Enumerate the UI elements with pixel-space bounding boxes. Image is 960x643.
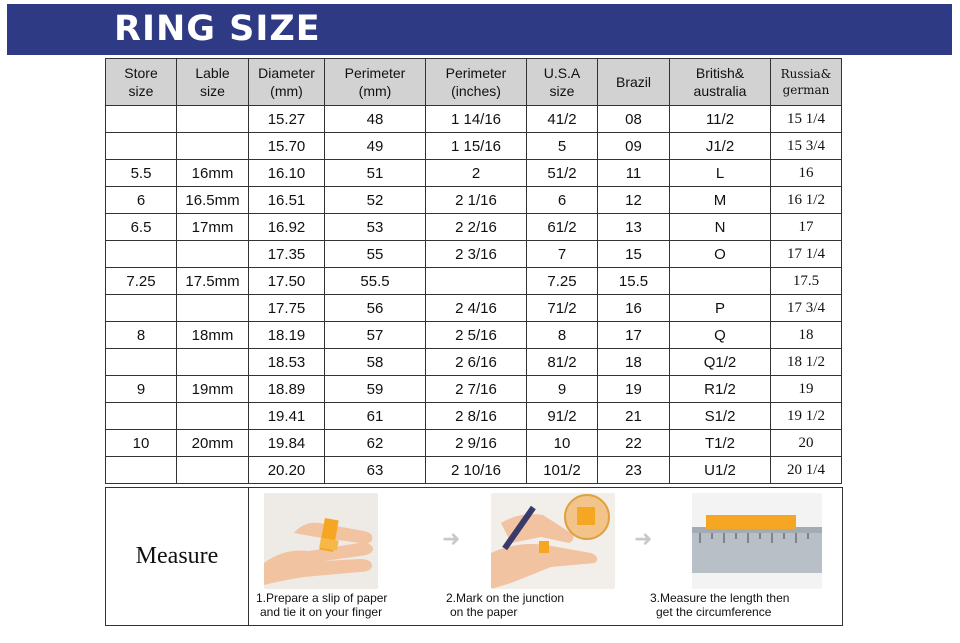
- table-cell: 56: [325, 295, 426, 322]
- table-cell: 08: [598, 106, 670, 133]
- table-cell: P: [670, 295, 771, 322]
- table-cell: 11/2: [670, 106, 771, 133]
- table-cell: 58: [325, 349, 426, 376]
- table-cell: 17.50: [249, 268, 325, 295]
- table-cell: 2 3/16: [426, 241, 527, 268]
- table-cell: 17.5: [771, 268, 842, 295]
- next-arrow-icon: ➜: [442, 526, 461, 551]
- table-cell: 16 1/2: [771, 187, 842, 214]
- next-arrow-icon: ➜: [634, 526, 653, 551]
- table-cell: 16.92: [249, 214, 325, 241]
- table-cell: 6.5: [106, 214, 177, 241]
- table-cell: M: [670, 187, 771, 214]
- column-header: Russia& german: [771, 59, 842, 106]
- table-cell: 7.25: [527, 268, 598, 295]
- table-cell: 18.19: [249, 322, 325, 349]
- table-cell: O: [670, 241, 771, 268]
- table-cell: 5: [527, 133, 598, 160]
- table-body: [106, 106, 842, 484]
- table-cell: [177, 241, 249, 268]
- table-row: [106, 295, 842, 322]
- table-cell: 18: [771, 322, 842, 349]
- table-cell: [177, 349, 249, 376]
- marking-pen-illustration: [491, 493, 615, 589]
- table-cell: 20.20: [249, 457, 325, 484]
- table-cell: 81/2: [527, 349, 598, 376]
- column-header: Store size: [106, 59, 177, 106]
- table-cell: 23: [598, 457, 670, 484]
- column-header: Perimeter (mm): [325, 59, 426, 106]
- table-cell: 20mm: [177, 430, 249, 457]
- table-cell: 1 14/16: [426, 106, 527, 133]
- table-cell: 7: [527, 241, 598, 268]
- table-cell: 91/2: [527, 403, 598, 430]
- table-cell: [106, 295, 177, 322]
- column-header: British& australia: [670, 59, 771, 106]
- ruler-illustration: [692, 493, 822, 589]
- table-cell: 9: [527, 376, 598, 403]
- table-cell: N: [670, 214, 771, 241]
- table-cell: 10: [106, 430, 177, 457]
- table-cell: [106, 349, 177, 376]
- table-cell: 16.5mm: [177, 187, 249, 214]
- table-cell: 16: [598, 295, 670, 322]
- table-cell: 19.84: [249, 430, 325, 457]
- table-cell: [177, 457, 249, 484]
- table-cell: 15.70: [249, 133, 325, 160]
- table-row: [106, 106, 842, 133]
- table-row: [106, 403, 842, 430]
- table-cell: 2 5/16: [426, 322, 527, 349]
- table-cell: 1 15/16: [426, 133, 527, 160]
- table-cell: 18mm: [177, 322, 249, 349]
- table-cell: 101/2: [527, 457, 598, 484]
- table-cell: 12: [598, 187, 670, 214]
- measure-step-3: [644, 488, 840, 625]
- header-row: [106, 59, 842, 106]
- table-cell: 2 2/16: [426, 214, 527, 241]
- table-cell: 18.53: [249, 349, 325, 376]
- table-cell: 53: [325, 214, 426, 241]
- table-row: [106, 160, 842, 187]
- table-cell: 13: [598, 214, 670, 241]
- table-cell: 2 1/16: [426, 187, 527, 214]
- table-cell: 2: [426, 160, 527, 187]
- hand-paper-illustration: [264, 493, 378, 589]
- column-header: U.S.A size: [527, 59, 598, 106]
- table-cell: 17: [598, 322, 670, 349]
- table-cell: 15: [598, 241, 670, 268]
- table-cell: 15 3/4: [771, 133, 842, 160]
- table-cell: 6: [106, 187, 177, 214]
- table-row: [106, 457, 842, 484]
- table-row: [106, 376, 842, 403]
- table-cell: 19.41: [249, 403, 325, 430]
- table-row: [106, 187, 842, 214]
- step-3-caption: 3.Measure the length then get the circumference: [650, 591, 790, 619]
- table-cell: U1/2: [670, 457, 771, 484]
- table-cell: [177, 106, 249, 133]
- table-cell: 61/2: [527, 214, 598, 241]
- table-row: [106, 322, 842, 349]
- column-header: Lable size: [177, 59, 249, 106]
- column-header: Perimeter (inches): [426, 59, 527, 106]
- table-cell: 41/2: [527, 106, 598, 133]
- table-cell: 7.25: [106, 268, 177, 295]
- table-cell: 55: [325, 241, 426, 268]
- table-cell: 8: [527, 322, 598, 349]
- table-cell: 71/2: [527, 295, 598, 322]
- table-cell: 17mm: [177, 214, 249, 241]
- table-cell: [106, 241, 177, 268]
- table-cell: 51/2: [527, 160, 598, 187]
- title-banner: [7, 4, 952, 55]
- table-cell: 15.5: [598, 268, 670, 295]
- table-cell: 52: [325, 187, 426, 214]
- table-cell: 22: [598, 430, 670, 457]
- table-cell: 19: [598, 376, 670, 403]
- table-cell: 63: [325, 457, 426, 484]
- table-cell: Q1/2: [670, 349, 771, 376]
- table-cell: 51: [325, 160, 426, 187]
- table-cell: [177, 295, 249, 322]
- measure-step-1: [252, 488, 461, 625]
- table-cell: L: [670, 160, 771, 187]
- measure-label: Measure: [106, 488, 249, 625]
- table-cell: 61: [325, 403, 426, 430]
- table-cell: 18 1/2: [771, 349, 842, 376]
- page-title: RING SIZE: [114, 9, 321, 49]
- table-cell: 19: [771, 376, 842, 403]
- table-cell: 15.27: [249, 106, 325, 133]
- table-cell: 62: [325, 430, 426, 457]
- table-cell: 2 4/16: [426, 295, 527, 322]
- table-cell: [670, 268, 771, 295]
- table-cell: 20 1/4: [771, 457, 842, 484]
- table-cell: 09: [598, 133, 670, 160]
- table-cell: 17: [771, 214, 842, 241]
- column-header: Brazil: [598, 59, 670, 106]
- table-cell: 57: [325, 322, 426, 349]
- table-cell: 49: [325, 133, 426, 160]
- table-cell: 11: [598, 160, 670, 187]
- table-row: [106, 268, 842, 295]
- table-cell: J1/2: [670, 133, 771, 160]
- table-cell: 48: [325, 106, 426, 133]
- table-cell: 17.75: [249, 295, 325, 322]
- table-cell: 8: [106, 322, 177, 349]
- table-cell: 55.5: [325, 268, 426, 295]
- table-cell: 9: [106, 376, 177, 403]
- table-cell: 20: [771, 430, 842, 457]
- table-row: [106, 349, 842, 376]
- table-cell: [106, 106, 177, 133]
- table-cell: [426, 268, 527, 295]
- table-cell: 19 1/2: [771, 403, 842, 430]
- table-cell: [177, 403, 249, 430]
- table-cell: 2 6/16: [426, 349, 527, 376]
- ring-size-table: [105, 58, 842, 484]
- table-cell: 17 1/4: [771, 241, 842, 268]
- step-2-caption: 2.Mark on the junction on the paper: [446, 591, 565, 619]
- table-cell: 10: [527, 430, 598, 457]
- table-cell: R1/2: [670, 376, 771, 403]
- table-cell: 2 7/16: [426, 376, 527, 403]
- table-row: [106, 430, 842, 457]
- measure-step-2: [446, 488, 653, 625]
- measure-section: [105, 487, 843, 626]
- table-cell: [106, 133, 177, 160]
- table-cell: 2 8/16: [426, 403, 527, 430]
- table-cell: 17 3/4: [771, 295, 842, 322]
- table-cell: 17.5mm: [177, 268, 249, 295]
- table-cell: 16: [771, 160, 842, 187]
- table-cell: [106, 457, 177, 484]
- table-cell: [177, 133, 249, 160]
- table-cell: 6: [527, 187, 598, 214]
- table-cell: 2 10/16: [426, 457, 527, 484]
- table-cell: 16.51: [249, 187, 325, 214]
- table-cell: 21: [598, 403, 670, 430]
- table-cell: 16.10: [249, 160, 325, 187]
- table-cell: Q: [670, 322, 771, 349]
- step-1-caption: 1.Prepare a slip of paper and tie it on your finger: [256, 591, 388, 619]
- column-header: Diameter (mm): [249, 59, 325, 106]
- table-cell: S1/2: [670, 403, 771, 430]
- table-cell: 17.35: [249, 241, 325, 268]
- table-cell: 16mm: [177, 160, 249, 187]
- table-cell: 5.5: [106, 160, 177, 187]
- table-cell: [106, 403, 177, 430]
- table-cell: T1/2: [670, 430, 771, 457]
- table-row: [106, 133, 842, 160]
- table-cell: 19mm: [177, 376, 249, 403]
- table-cell: 18.89: [249, 376, 325, 403]
- table-cell: 15 1/4: [771, 106, 842, 133]
- table-row: [106, 241, 842, 268]
- table-cell: 59: [325, 376, 426, 403]
- table-cell: 2 9/16: [426, 430, 527, 457]
- table-row: [106, 214, 842, 241]
- table-cell: 18: [598, 349, 670, 376]
